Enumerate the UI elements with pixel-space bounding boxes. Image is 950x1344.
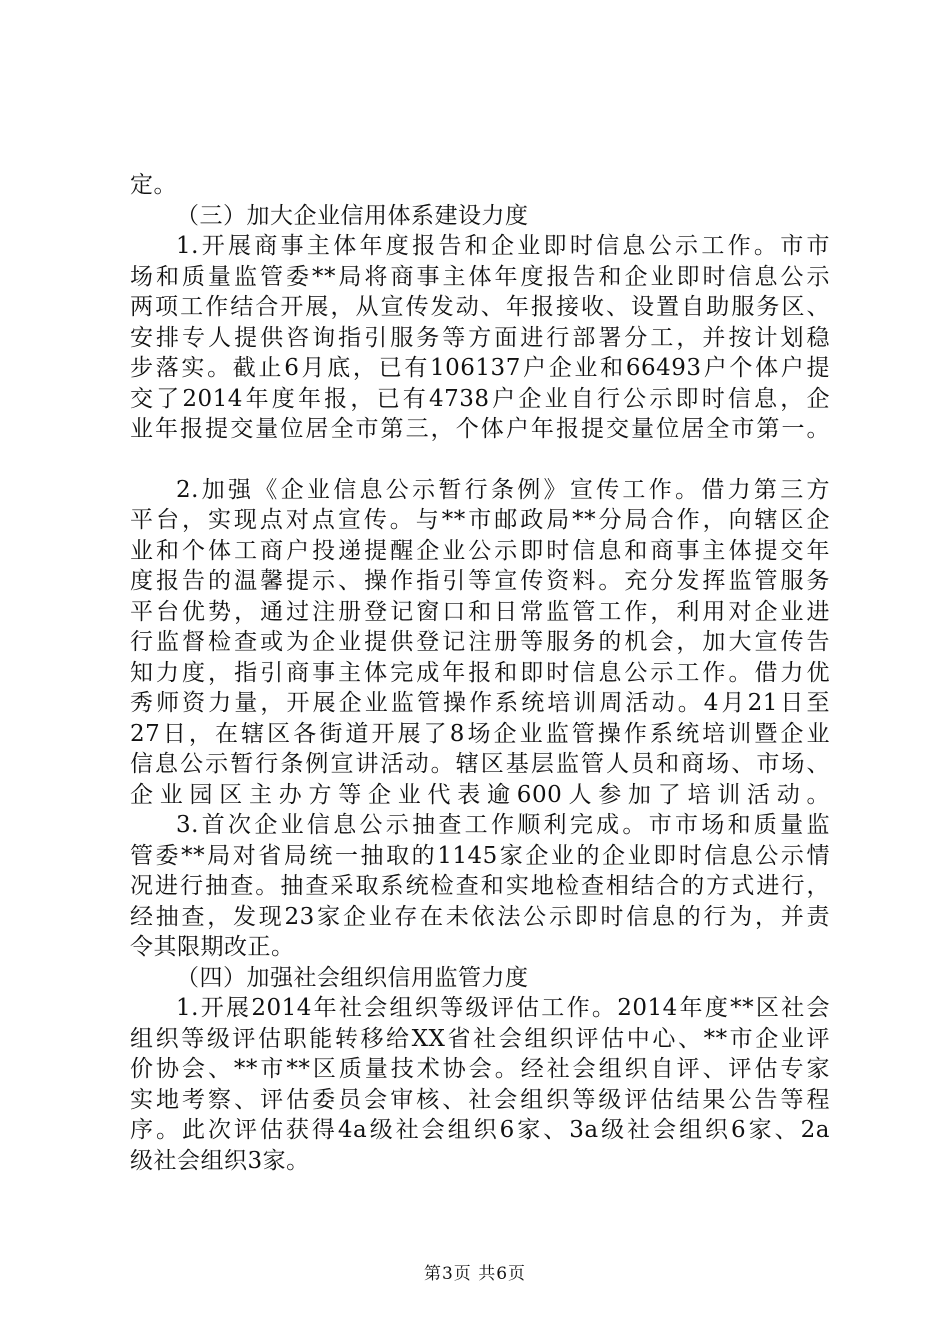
text-line: 知力度，指引商事主体完成年报和即时信息公示工作。借力优 — [130, 659, 830, 686]
text-line: 定。 — [130, 172, 177, 198]
page-number: 第3页 共6页 — [423, 1264, 527, 1284]
section-heading-3 — [130, 201, 830, 232]
text-line: 交了2014年度年报，已有4738户企业自行公示即时信息，企 — [130, 385, 830, 412]
paragraph-spot-check — [130, 810, 830, 963]
paragraph-social-org-evaluation — [130, 993, 830, 1176]
paragraph-gap — [130, 445, 830, 475]
text-line: 组织等级评估职能转移给XX省社会组织评估中心、**市企业评 — [130, 1025, 830, 1052]
text-line: 级社会组织3家。 — [130, 1147, 310, 1174]
text-line: 业和个体工商户投递提醒企业公示即时信息和商事主体提交年 — [130, 537, 830, 564]
text-line: 平台优势，通过注册登记窗口和日常监管工作，利用对企业进 — [130, 598, 830, 625]
text-line: 安排专人提供咨询指引服务等方面进行部署分工，并按计划稳 — [130, 324, 830, 351]
text-line: 价协会、**市**区质量技术协会。经社会组织自评、评估专家 — [130, 1056, 830, 1082]
text-line: 实地考察、评估委员会审核、社会组织等级评估结果公告等程 — [130, 1086, 830, 1113]
text-line: 经抽查，发现23家企业存在未依法公示即时信息的行为，并责 — [130, 903, 830, 930]
text-line: 场和质量监管委**局将商事主体年度报告和企业即时信息公示 — [130, 263, 830, 290]
text-line: 信息公示暂行条例宣讲活动。辖区基层监管人员和商场、市场、 — [130, 751, 830, 777]
paragraph-continuation — [130, 170, 830, 201]
text-line: 管委**局对省局统一抽取的1145家企业的企业即时信息公示情 — [130, 842, 830, 869]
text-line: 企业园区主办方等企业代表逾600人参加了培训活动。 — [130, 781, 830, 808]
section-heading-text: （三）加大企业信用体系建设力度 — [176, 202, 529, 229]
paragraph-annual-report — [130, 231, 830, 445]
text-line: 步落实。截止6月底，已有106137户企业和66493户个体户提 — [130, 355, 830, 381]
text-line: 27日，在辖区各街道开展了8场企业监管操作系统培训暨企业 — [130, 720, 830, 747]
section-heading-4 — [130, 963, 830, 994]
text-line: 令其限期改正。 — [130, 934, 295, 960]
text-line: 1.开展商事主体年度报告和企业即时信息公示工作。市市 — [176, 233, 830, 259]
text-line: 3.首次企业信息公示抽查工作顺利完成。市市场和质量监 — [176, 812, 830, 838]
text-line: 秀师资力量，开展企业监管操作系统培训周活动。4月21日至 — [130, 690, 830, 716]
text-line: 序。此次评估获得4a级社会组织6家、3a级社会组织6家、2a — [130, 1117, 830, 1143]
text-line: 1.开展2014年社会组织等级评估工作。2014年度**区社会 — [176, 995, 830, 1021]
text-line: 况进行抽查。抽查采取系统检查和实地检查相结合的方式进行， — [130, 873, 830, 899]
text-line: 2.加强《企业信息公示暂行条例》宣传工作。借力第三方 — [176, 476, 830, 503]
text-line: 两项工作结合开展，从宣传发动、年报接收、设置自助服务区、 — [130, 294, 830, 320]
document-body — [130, 170, 830, 1176]
section-heading-text: （四）加强社会组织信用监管力度 — [176, 964, 529, 991]
text-line: 平台，实现点对点宣传。与**市邮政局**分局合作，向辖区企 — [130, 507, 830, 533]
text-line: 度报告的温馨提示、操作指引等宣传资料。充分发挥监管服务 — [130, 568, 830, 594]
paragraph-regulation-promotion — [130, 475, 830, 811]
text-line: 业年报提交量位居全市第三，个体户年报提交量位居全市第一。 — [130, 416, 830, 442]
page-footer — [0, 1263, 950, 1285]
text-line: 行监督检查或为企业提供登记注册等服务的机会，加大宣传告 — [130, 629, 830, 655]
